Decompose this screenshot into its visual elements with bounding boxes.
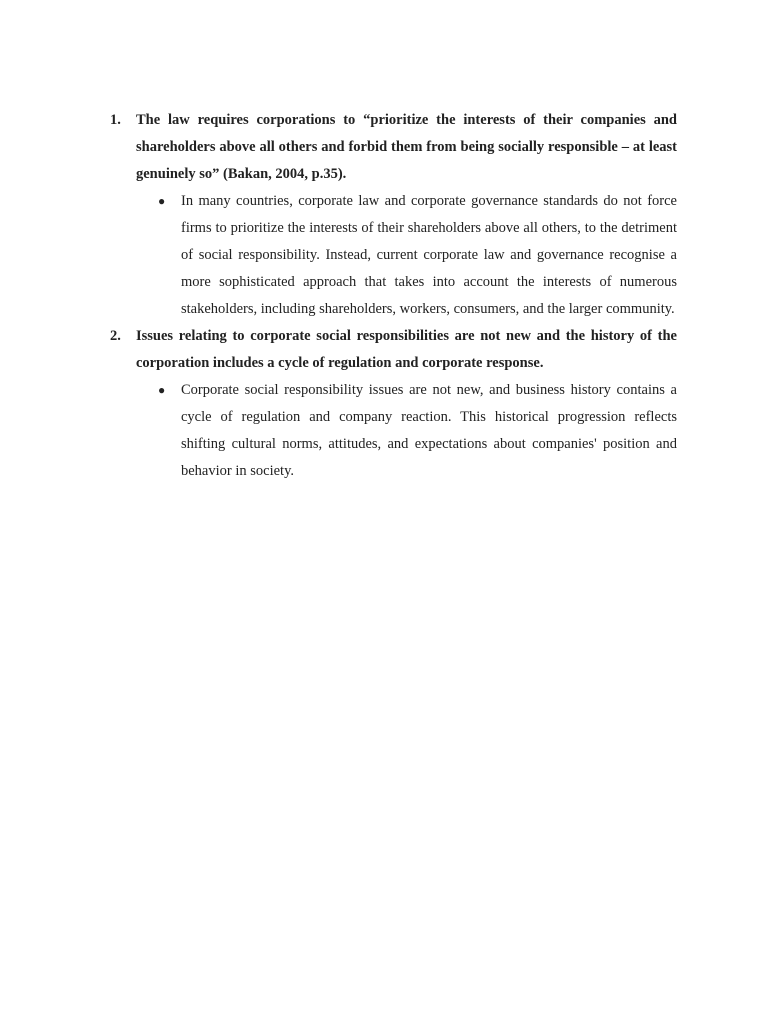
bullet-icon: ● [158, 383, 166, 397]
sub-bullet-item [136, 188, 677, 323]
list-number: 1. [110, 112, 121, 128]
list-item-heading: Issues relating to corporate social responsibilities are not new and the history of the corporation includes a cycle of regulation and corporate response. [136, 328, 677, 371]
list-item-2 [110, 323, 677, 485]
bullet-icon: ● [158, 194, 166, 208]
list-number: 2. [110, 328, 121, 344]
document-body [110, 107, 677, 485]
bullet-text: Corporate social responsibility issues are not new, and business history contains a cycle of regulation and company reaction. This historical progression reflects shifting cultural norms, attitudes, and expectations about companies' position and behavior in society. [181, 382, 677, 479]
bullet-text: In many countries, corporate law and corporate governance standards do not force firms to prioritize the interests of their shareholders above all others, to the detriment of social responsibility. Instead, current corporate law and governance recognise a more sophisticated approach that takes into account the interests of numerous stakeholders, including shareholders, workers, consumers, and the larger community. [181, 193, 677, 317]
list-item-1 [110, 107, 677, 323]
list-item-heading: The law requires corporations to “prioritize the interests of their companies and shareholders above all others and forbid them from being socially responsible – at least genuinely so” (Bakan, 2004, p.35). [136, 112, 677, 182]
sub-bullet-item [136, 377, 677, 485]
